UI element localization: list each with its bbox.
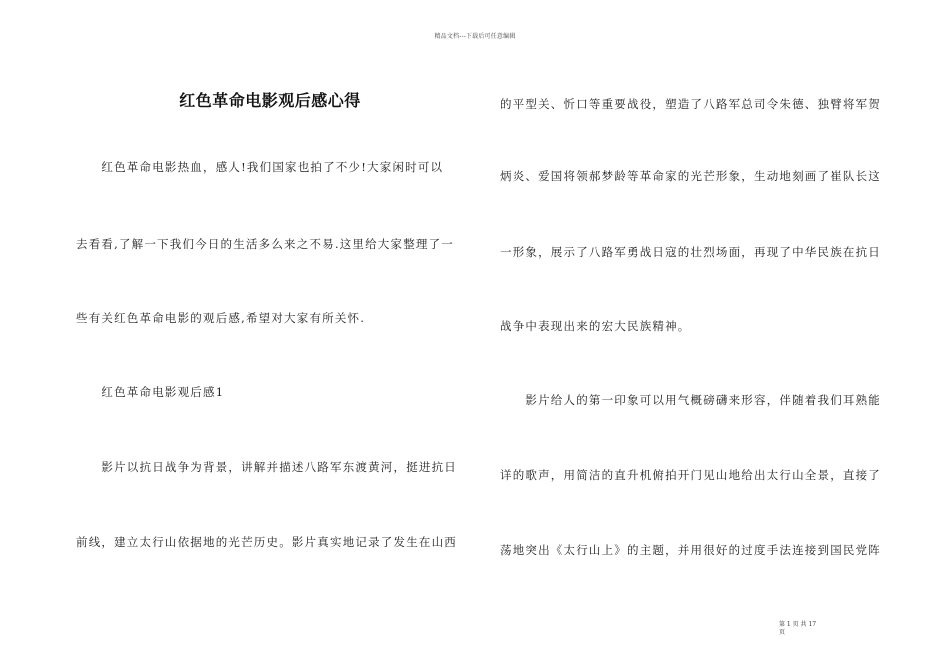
- page-number: [779, 621, 816, 637]
- page-header: 精品文档---下载后可任意编辑: [434, 33, 516, 40]
- right-column-line: 炳炎、爱国将领郝梦龄等革命家的光芒形象，生动地刻画了崔队长这: [500, 169, 881, 183]
- right-column-line: 荡地突出《太行山上》的主题，并用很好的过度手法连接到国民党阵: [500, 543, 881, 557]
- document-title: 红色革命电影观后感心得: [179, 91, 361, 110]
- page-number-line: 第 1 页 共 17: [779, 621, 817, 628]
- left-column-line: 红色革命电影热血，感人!我们国家也拍了不少!大家闲时可以: [76, 160, 444, 174]
- left-column-line: 去看看,了解一下我们今日的生活多么来之不易.这里给大家整理了一: [76, 237, 455, 251]
- right-column-line: 战争中表现出来的宏大民族精神。: [500, 319, 691, 333]
- section-heading: 红色革命电影观后感1: [76, 385, 225, 399]
- right-column-line: 详的歌声，用简洁的直升机俯拍开门见山地给出太行山全景，直接了: [500, 468, 881, 482]
- right-column-line: 的平型关、忻口等重要战役，塑造了八路军总司令朱德、独臂将军贺: [500, 97, 881, 111]
- left-column-line: 影片以抗日战争为背景，讲解并描述八路军东渡黄河，挺进抗日: [76, 460, 457, 474]
- left-column-line: 些有关红色革命电影的观后感,希望对大家有所关怀.: [76, 311, 366, 325]
- right-column-line: 影片给人的第一印象可以用气概磅礴来形容，伴随着我们耳熟能: [500, 393, 881, 407]
- left-column-line: 前线，建立太行山依据地的光芒历史。影片真实地记录了发生在山西: [76, 535, 457, 549]
- page-number-line: 页: [779, 629, 786, 636]
- right-column-line: 一形象，展示了八路军勇战日寇的壮烈场面，再现了中华民族在抗日: [500, 245, 881, 259]
